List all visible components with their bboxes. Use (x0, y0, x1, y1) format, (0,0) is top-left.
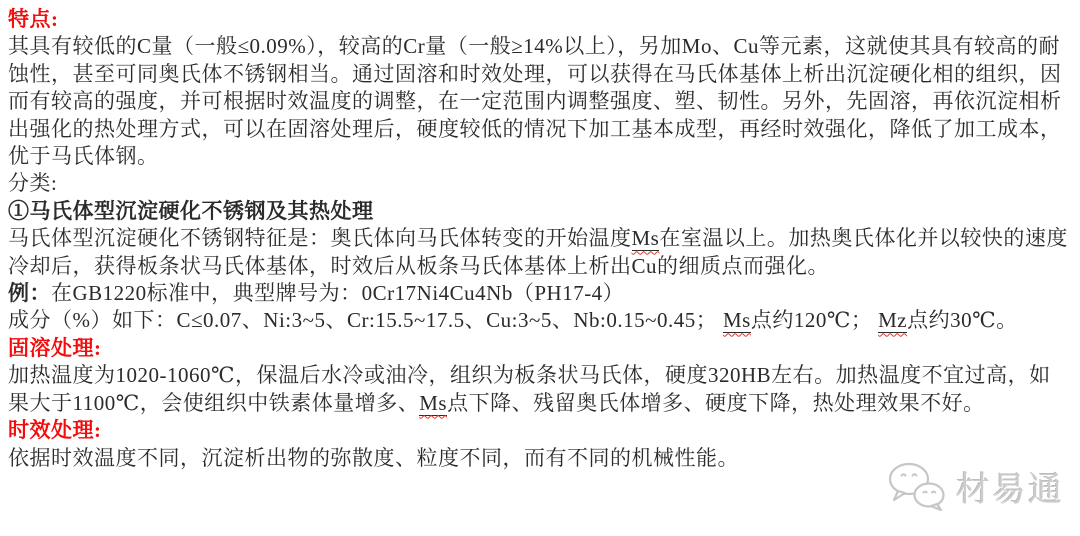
paragraph (8, 307, 1072, 334)
text-segment: 分类: (8, 171, 58, 196)
text-segment: 点约120℃； (750, 308, 879, 333)
text-segment: 马氏体型沉淀硬化不锈钢特征是：奥氏体向马氏体转变的开始温度 (8, 226, 632, 251)
paragraph (8, 170, 1072, 197)
section-heading (8, 417, 1072, 444)
wechat-bubbles-icon (886, 460, 948, 512)
paragraph (8, 362, 1072, 417)
text-segment: 例： (8, 281, 51, 306)
text-segment: 依据时效温度不同，沉淀析出物的弥散度、粒度不同，而有不同的机械性能。 (8, 445, 739, 470)
section-heading (8, 6, 1072, 33)
text-segment: 固溶处理: (8, 335, 102, 360)
text-segment: 特点: (8, 7, 59, 31)
spellcheck-term: Ms (631, 226, 660, 251)
text-segment: 加热温度为1020-1060℃，保温后水冷或油冷，组织为板条状马氏体，硬度320HB左右。加热温度不宜过高，如果大于1100℃，会使组织中铁素体量增多、 (8, 363, 1051, 415)
article-body (8, 6, 1072, 472)
text-segment: 成分（%）如下：C≤0.07、Ni:3~5、Cr:15.5~17.5、Cu:3~5、Nb:0.15~0.45； (8, 308, 723, 333)
text-segment: 时效处理: (8, 418, 102, 443)
text-segment: 点下降、残留奥氏体增多、硬度下降，热处理效果不好。 (447, 390, 985, 415)
section-heading (8, 198, 1072, 225)
text-segment: 在室温以上。加热奥氏体化并以较快的速度冷却后，获得板条状马氏体基体，时效后从板条马氏体基体上析出Cu的细质点而强化。 (8, 226, 1068, 278)
text-segment: ①马氏体型沉淀硬化不锈钢及其热处理 (8, 198, 374, 223)
spellcheck-term: Mz (878, 308, 908, 333)
watermark (886, 460, 1064, 512)
text-segment: 其具有较低的C量（一般≤0.09%），较高的Cr量（一般≥14%以上），另加Mo、Cu等元素，这就使其具有较高的耐蚀性，甚至可同奥氏体不锈钢相当。通过固溶和时效处理，可以获得在马氏体基体上析出沉淀硬化相的组织，因而有较高的强度，并可根据时效温度的调整，在一定范围内调整强度、塑、韧性。另外，先固溶，再依沉淀相析出强化的热处理方式，可以在固溶处理后，硬度较低的情况下加工基本成型，再经时效强化，降低了加工成本，优于马氏体钢。 (8, 34, 1062, 169)
text-segment: 点约30℃。 (907, 308, 1018, 333)
text-segment: 在GB1220标准中，典型牌号为：0Cr17Ni4Cu4Nb（PH17-4） (51, 281, 625, 306)
watermark-text: 材易通 (956, 471, 1064, 509)
spellcheck-term: Ms (419, 390, 448, 415)
section-heading (8, 335, 1072, 362)
paragraph (8, 33, 1072, 170)
paragraph (8, 225, 1072, 280)
paragraph (8, 280, 1072, 307)
spellcheck-term: Ms (722, 308, 751, 333)
